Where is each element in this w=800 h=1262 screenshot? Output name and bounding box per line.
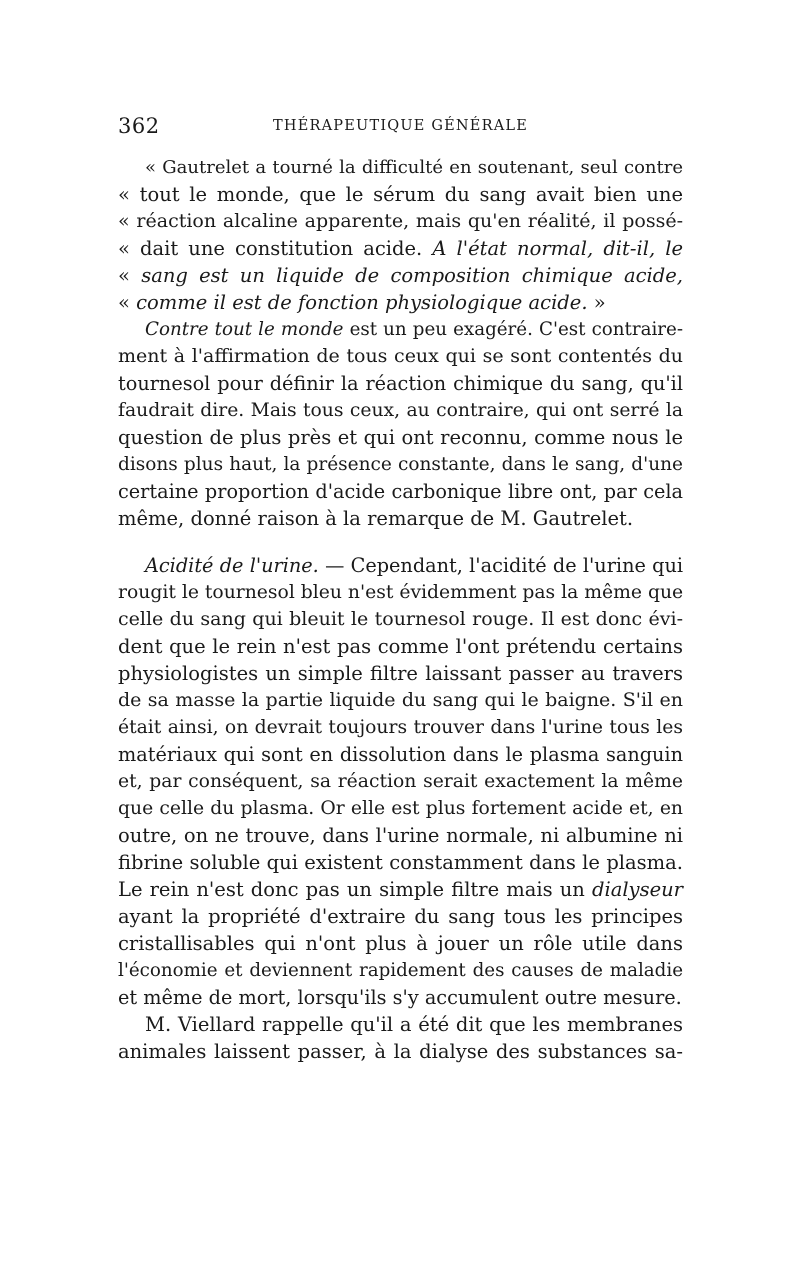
text-line: l'économie et deviennent rapidement des causes de maladie (118, 960, 683, 981)
quote-mark: « (118, 291, 130, 314)
text-line: était ainsi, on devrait toujours trouver dans l'urine tous les (118, 717, 683, 738)
text-line (145, 316, 683, 343)
text-line (118, 235, 683, 262)
text-line: question de plus près et qui ont reconnu, comme nous le (118, 426, 683, 449)
section-heading: Acidité de l'urine. (145, 554, 319, 577)
text-line: et, par conséquent, sa réaction serait exactement la même (118, 771, 683, 792)
text-run: — Cependant, l'acidité de l'urine qui (325, 554, 683, 577)
text-line: ayant la propriété d'extraire du sang tous les principes (118, 905, 683, 928)
text-line (118, 289, 606, 316)
text-line: faudrait dire. Mais tous ceux, au contraire, qui ont serré la (118, 400, 683, 421)
text-line: physiologistes un simple filtre laissant passer au travers (118, 662, 683, 685)
text-line: « tout le monde, que le sérum du sang avait bien une (118, 183, 683, 206)
text-line: de sa masse la partie liquide du sang qui le baigne. S'il en (118, 689, 683, 711)
text-line: et même de mort, lorsqu'ils s'y accumulent outre mesure. (118, 986, 682, 1009)
text-line: que celle du plasma. Or elle est plus fortement acide et, en (118, 798, 683, 819)
text-line: animales laissent passer, à la dialyse des substances sa- (118, 1040, 683, 1063)
text-line: celle du sang qui bleuit le tournesol rouge. Il est donc évi- (118, 608, 683, 630)
text-line: M. Viellard rappelle qu'il a été dit que les membranes (145, 1013, 683, 1036)
quote-mark-close: » (593, 291, 606, 314)
running-title: THÉRAPEUTIQUE GÉNÉRALE (273, 118, 528, 134)
text-line: fibrine soluble qui existent constamment dans le plasma. (118, 851, 683, 874)
text-line: cristallisables qui n'ont plus à jouer un rôle utile dans (118, 932, 683, 955)
text-run: « dait une constitution acide. (118, 237, 423, 260)
text-line: dent que le rein n'est pas comme l'ont prétendu certains (118, 635, 683, 658)
text-line: « réaction alcaline apparente, mais qu'en réalité, il possé- (118, 210, 683, 232)
text-line: ment à l'affirmation de tous ceux qui se sont contentés du (118, 345, 683, 367)
text-line: rougit le tournesol bleu n'est évidemment pas la même que (118, 582, 684, 603)
text-line: tournesol pour définir la réaction chimique du sang, qu'il (118, 372, 683, 395)
text-line (118, 876, 683, 903)
text-line: « Gautrelet a tourné la difficulté en soutenant, seul contre (145, 157, 683, 178)
text-run: est un peu exagéré. C'est contraire- (349, 319, 683, 340)
italic-run: comme il est de fonction physiologique acide. (136, 291, 588, 314)
quote-mark: « (118, 264, 130, 287)
text-line: certaine proportion d'acide carbonique libre ont, par cela (118, 480, 683, 503)
page-header (118, 114, 683, 144)
text-line: disons plus haut, la présence constante, dans le sang, d'une (118, 454, 683, 475)
italic-run: Contre tout le monde (145, 319, 344, 340)
text-line (145, 552, 683, 579)
page-number: 362 (118, 114, 160, 138)
italic-run: sang est un liquide de composition chimique acide, (141, 264, 683, 287)
italic-run: A l'état normal, dit-il, le (432, 237, 684, 260)
text-line: même, donné raison à la remarque de M. Gautrelet. (118, 507, 634, 530)
text-line (118, 262, 683, 289)
text-run: Le rein n'est donc pas un simple filtre mais un (118, 878, 585, 901)
italic-run: dialyseur (591, 878, 683, 901)
text-line: matériaux qui sont en dissolution dans le plasma sanguin (118, 743, 683, 766)
text-line: outre, on ne trouve, dans l'urine normale, ni albumine ni (118, 824, 683, 847)
